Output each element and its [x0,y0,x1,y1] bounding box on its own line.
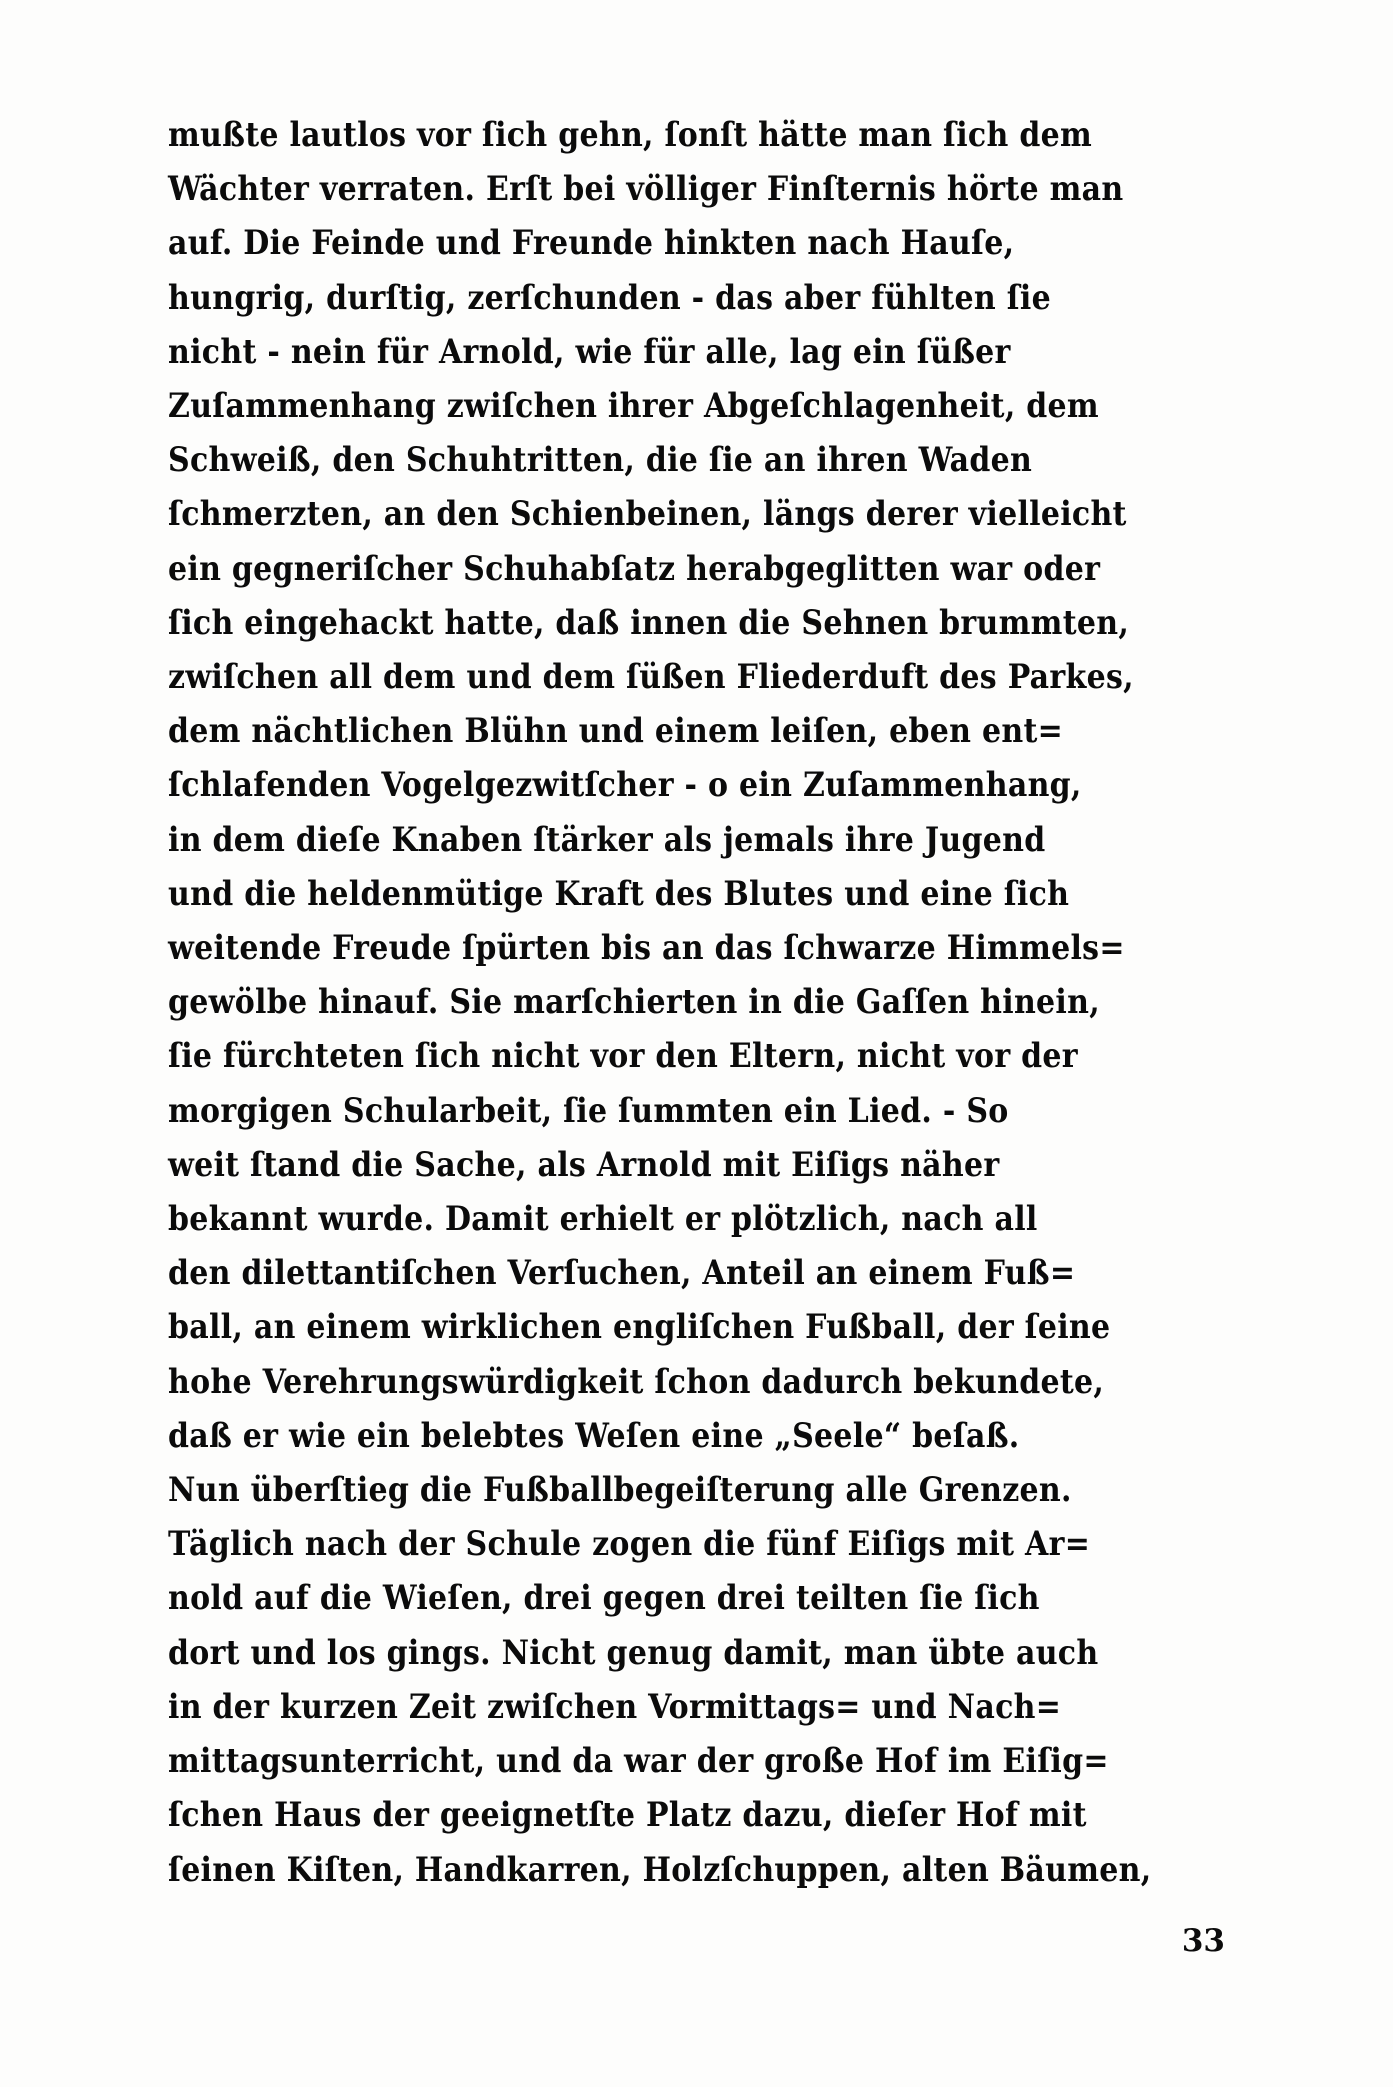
text-line: auf. Die Feinde und Freunde hinkten nach Hauſe, [168,223,1015,263]
text-line: den dilettantiſchen Verſuchen, Anteil an einem Fuß= [168,1253,1076,1293]
page-number: 33 [1181,1923,1225,1959]
text-line: mittagsunterricht, und da war der große Hof im Eiſig= [168,1741,1109,1781]
text-line: weit ſtand die Sache, als Arnold mit Eiſigs näher [168,1144,1000,1184]
text-line: morgigen Schularbeit, ſie ſummten ein Lied. - So [168,1090,1009,1130]
text-line: zwiſchen all dem und dem ſüßen Fliederduft des Parkes, [168,657,1134,697]
text-line: dort und los gings. Nicht genug damit, man übte auch [168,1632,1099,1672]
text-line: hohe Verehrungswürdigkeit ſchon dadurch bekundete, [168,1361,1105,1401]
text-line: ſich eingehackt hatte, daß innen die Sehnen brummten, [168,602,1130,642]
text-line: weitende Freude ſpürten bis an das ſchwarze Himmels= [168,928,1125,968]
text-line: mußte lautlos vor ſich gehn, ſonſt hätte man ſich dem [168,115,1092,154]
text-line: ein gegneriſcher Schuhabſatz herabgeglitten war oder [168,548,1101,588]
text-line: in der kurzen Zeit zwiſchen Vormittags= und Nach= [168,1686,1062,1726]
text-line: in dem dieſe Knaben ſtärker als jemals ihre Jugend [168,819,1046,859]
text-line: Täglich nach der Schule zogen die fünf Eiſigs mit Ar= [168,1524,1091,1564]
text-line: Wächter verraten. Erſt bei völliger Finſternis hörte man [168,169,1124,209]
body-text [168,108,1168,1897]
text-line: ſeinen Kiſten, Handkarren, Holzſchuppen, alten Bäumen, [168,1849,1152,1889]
text-line: daß er wie ein belebtes Weſen eine „Seele“ beſaß. [168,1415,1020,1455]
text-line: ſchlafenden Vogelgezwitſcher - o ein Zuſammenhang, [168,765,1082,805]
text-line: Schweiß, den Schuhtritten, die ſie an ihren Waden [168,440,1033,480]
text-line: nold auf die Wieſen, drei gegen drei teilten ſie ſich [168,1578,1040,1618]
text-line: ſchen Haus der geeignetſte Platz dazu, dieſer Hof mit [168,1795,1087,1835]
text-line: ſchmerzten, an den Schienbeinen, längs derer vielleicht [168,494,1127,534]
text-line: ſie fürchteten ſich nicht vor den Eltern, nicht vor der [168,1036,1078,1076]
text-line: bekannt wurde. Damit erhielt er plötzlich, nach all [168,1199,1038,1239]
text-line: gewölbe hinauf. Sie marſchierten in die Gaſſen hinein, [168,982,1100,1022]
text-line: und die heldenmütige Kraft des Blutes und eine ſich [168,873,1070,913]
text-line: hungrig, durſtig, zerſchunden - das aber fühlten ſie [168,277,1051,317]
text-line: ball, an einem wirklichen engliſchen Fußball, der ſeine [168,1307,1111,1347]
text-line: Zuſammenhang zwiſchen ihrer Abgeſchlagenheit, dem [168,386,1099,426]
text-line: dem nächtlichen Blühn und einem leiſen, eben ent= [168,711,1064,751]
text-line: nicht - nein für Arnold, wie für alle, lag ein ſüßer [168,331,1011,371]
text-line: Nun überſtieg die Fußballbegeiſterung alle Grenzen. [168,1470,1072,1510]
